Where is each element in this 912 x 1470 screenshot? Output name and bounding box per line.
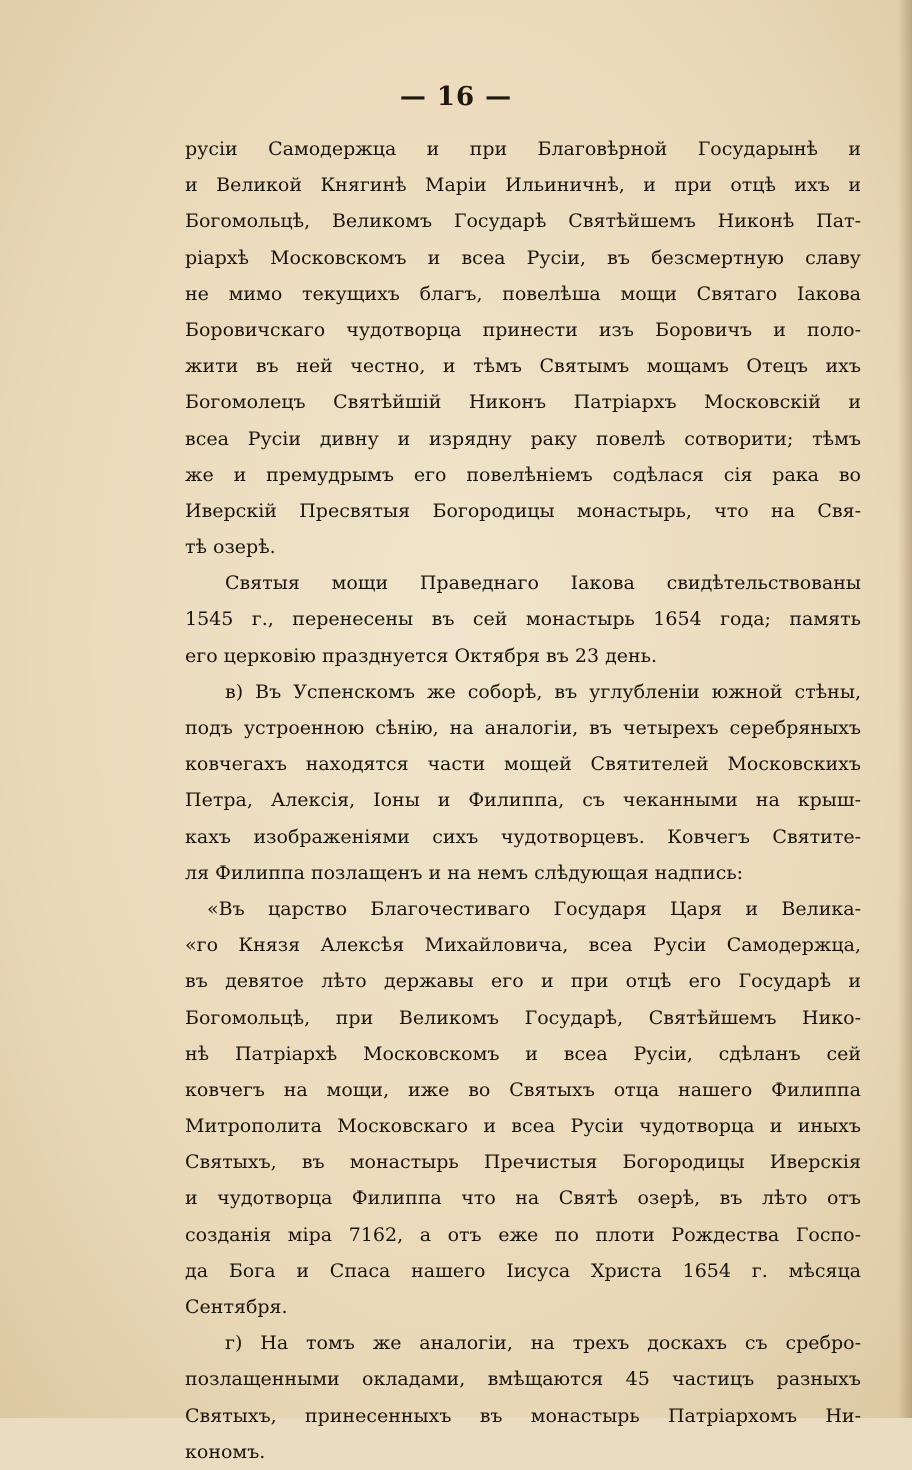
text-line: г) На томъ же аналогiи, на трехъ доскахъ съ сребро- [225, 1332, 861, 1355]
text-line: и чудотворца Филиппа что на Святѣ озерѣ, въ лѣто отъ [185, 1187, 861, 1210]
text-line: да Бога и Спаса нашего Iисуса Христа 1654 г. мѣсяца [185, 1259, 861, 1282]
text-line: ковчегахъ находятся части мощей Святителей Московскихъ [185, 753, 861, 776]
text-line: в) Въ Успенскомъ же соборѣ, въ углубленiи южной стѣны, [225, 680, 861, 703]
text-line: ля Филиппа позлащенъ и на немъ слѣдующая надпись: [185, 861, 744, 884]
text-line: русiи Самодержца и при Благовѣрной Государынѣ и [185, 138, 861, 160]
text-line: его церковiю празднуется Октября въ 23 день. [185, 644, 658, 667]
text-line: ковчегъ на мощи, иже во Святыхъ отца нашего Филиппа [185, 1078, 861, 1101]
text-line: Боровичскаго чудотворца принести изъ Боровичъ и поло- [185, 318, 861, 341]
text-line: Богомольцѣ, при Великомъ Государѣ, Святѣйшемъ Нико- [185, 1006, 861, 1029]
text-line: созданiя мiра 7162, а отъ еже по плоти Рождества Госпо- [185, 1223, 861, 1246]
text-line: Митрополита Московскаго и всеа Русiи чудотворца и иныхъ [185, 1115, 861, 1138]
text-line: тѣ озерѣ. [185, 536, 276, 559]
text-line: кахъ изображенiями сихъ чудотворцевъ. Ковчегъ Святите- [185, 825, 861, 848]
text-line: «Въ царство Благочестиваго Государя Царя и Велика- [207, 897, 861, 920]
text-line: 1545 г., перенесены въ сей монастырь 1654 года; память [185, 608, 861, 631]
text-line: «го Князя Алексѣя Михайловича, всеа Русiи Самодержца, [185, 934, 861, 957]
text-line: подъ устроенною сѣнiю, на аналогiи, въ четырехъ серебряныхъ [185, 717, 861, 739]
text-line: Сентября. [185, 1296, 288, 1318]
page-edge-shadow [898, 0, 912, 1418]
text-line: всеа Русiи дивну и изрядну раку повелѣ сотворити; тѣмъ [185, 427, 861, 450]
text-line: кономъ. [185, 1440, 266, 1463]
text-line: Иверскiй Пресвятыя Богородицы монастырь, что на Свя- [185, 499, 861, 522]
text-line: Богомольцѣ, Великомъ Государѣ Святѣйшемъ Никонѣ Пат- [185, 210, 861, 233]
text-line: не мимо текущихъ благъ, повелѣша мощи Святаго Iакова [185, 282, 861, 305]
body-text [185, 131, 861, 1470]
text-line: рiархѣ Московскомъ и всеа Русiи, въ безсмертную славу [185, 246, 861, 269]
text-line: позлащенными окладами, вмѣщаются 45 частицъ разныхъ [185, 1368, 861, 1391]
page-number: — 16 — [399, 82, 513, 112]
text-line: Святыя мощи Праведнаго Iакова свидѣтельствованы [225, 572, 861, 595]
text-line: и Великой Княгинѣ Марiи Ильиничнѣ, и при отцѣ ихъ и [185, 174, 861, 197]
text-line: Богомолецъ Святѣйшiй Никонъ Патрiархъ Московскiй и [185, 391, 861, 414]
text-line: въ девятое лѣто державы его и при отцѣ его Государѣ и [185, 970, 861, 993]
text-line: жити въ ней честно, и тѣмъ Святымъ мощамъ Отецъ ихъ [185, 355, 861, 378]
text-line: нѣ Патрiархѣ Московскомъ и всеа Русiи, сдѣланъ сей [185, 1042, 861, 1065]
text-line: Святыхъ, принесенныхъ въ монастырь Патрiархомъ Ни- [185, 1404, 861, 1427]
text-line: же и премудрымъ его повелѣнiемъ содѣлася сiя рака во [185, 463, 861, 486]
text-line: Петра, Алексiя, Iоны и Филиппа, съ чеканными на крыш- [185, 789, 861, 812]
text-line: Святыхъ, въ монастырь Пречистыя Богородицы Иверскiя [185, 1151, 861, 1174]
